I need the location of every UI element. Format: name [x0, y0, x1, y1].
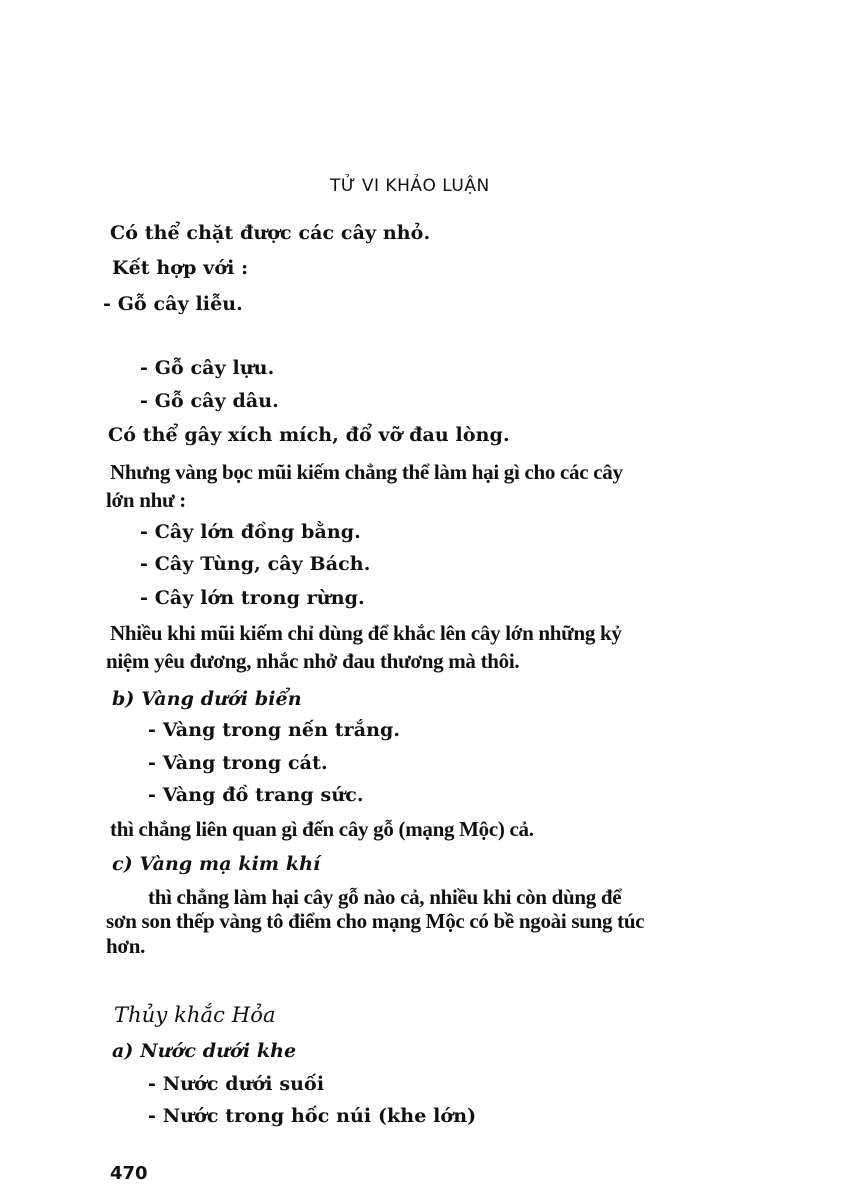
paragraph-line: Có thể chặt được các cây nhỏ.	[110, 222, 431, 244]
paragraph-line: niệm yêu đương, nhắc nhở đau thương mà thôi.	[106, 649, 520, 673]
paragraph-line: lớn như :	[106, 488, 186, 512]
list-item: - Nước trong hốc núi (khe lớn)	[148, 1105, 477, 1127]
list-item: - Nước dưới suối	[148, 1073, 325, 1095]
list-item: - Cây lớn đồng bằng.	[140, 521, 361, 543]
subsection-heading: a) Nước dưới khe	[112, 1040, 297, 1062]
running-head: TỬ VI KHẢO LUẬN	[330, 176, 490, 196]
paragraph-line: Nhiều khi mũi kiếm chỉ dùng để khắc lên cây lớn những kỷ	[110, 621, 622, 645]
list-item: - Gỗ cây dâu.	[140, 390, 279, 412]
paragraph-line: thì chẳng liên quan gì đến cây gỗ (mạng Mộc) cả.	[110, 817, 534, 841]
list-item: - Vàng trong nến trắng.	[148, 719, 401, 741]
list-item: - Vàng đồ trang sức.	[148, 784, 364, 806]
paragraph-line: thì chẳng làm hại cây gỗ nào cả, nhiều khi còn dùng để	[148, 885, 622, 909]
list-item: - Gỗ cây liễu.	[103, 293, 243, 315]
list-item: - Vàng trong cát.	[148, 752, 328, 774]
paragraph-line: hơn.	[106, 934, 146, 958]
section-heading: b) Vàng dưới biển	[112, 688, 302, 710]
page-number: 470	[110, 1163, 148, 1184]
paragraph-line: Nhưng vàng bọc mũi kiếm chẳng thể làm hại gì cho các cây	[110, 460, 623, 484]
paragraph-line: Có thể gây xích mích, đổ vỡ đau lòng.	[108, 424, 510, 446]
section-heading: c) Vàng mạ kim khí	[112, 853, 321, 875]
list-item: - Gỗ cây lựu.	[140, 357, 275, 379]
section-heading: Thủy khắc Hỏa	[114, 1003, 276, 1027]
list-item: - Cây Tùng, cây Bách.	[140, 553, 371, 575]
list-item: - Cây lớn trong rừng.	[140, 587, 365, 609]
paragraph-line: sơn son thếp vàng tô điểm cho mạng Mộc có bề ngoài sung túc	[106, 909, 645, 933]
paragraph-line: Kết hợp với :	[112, 257, 249, 279]
